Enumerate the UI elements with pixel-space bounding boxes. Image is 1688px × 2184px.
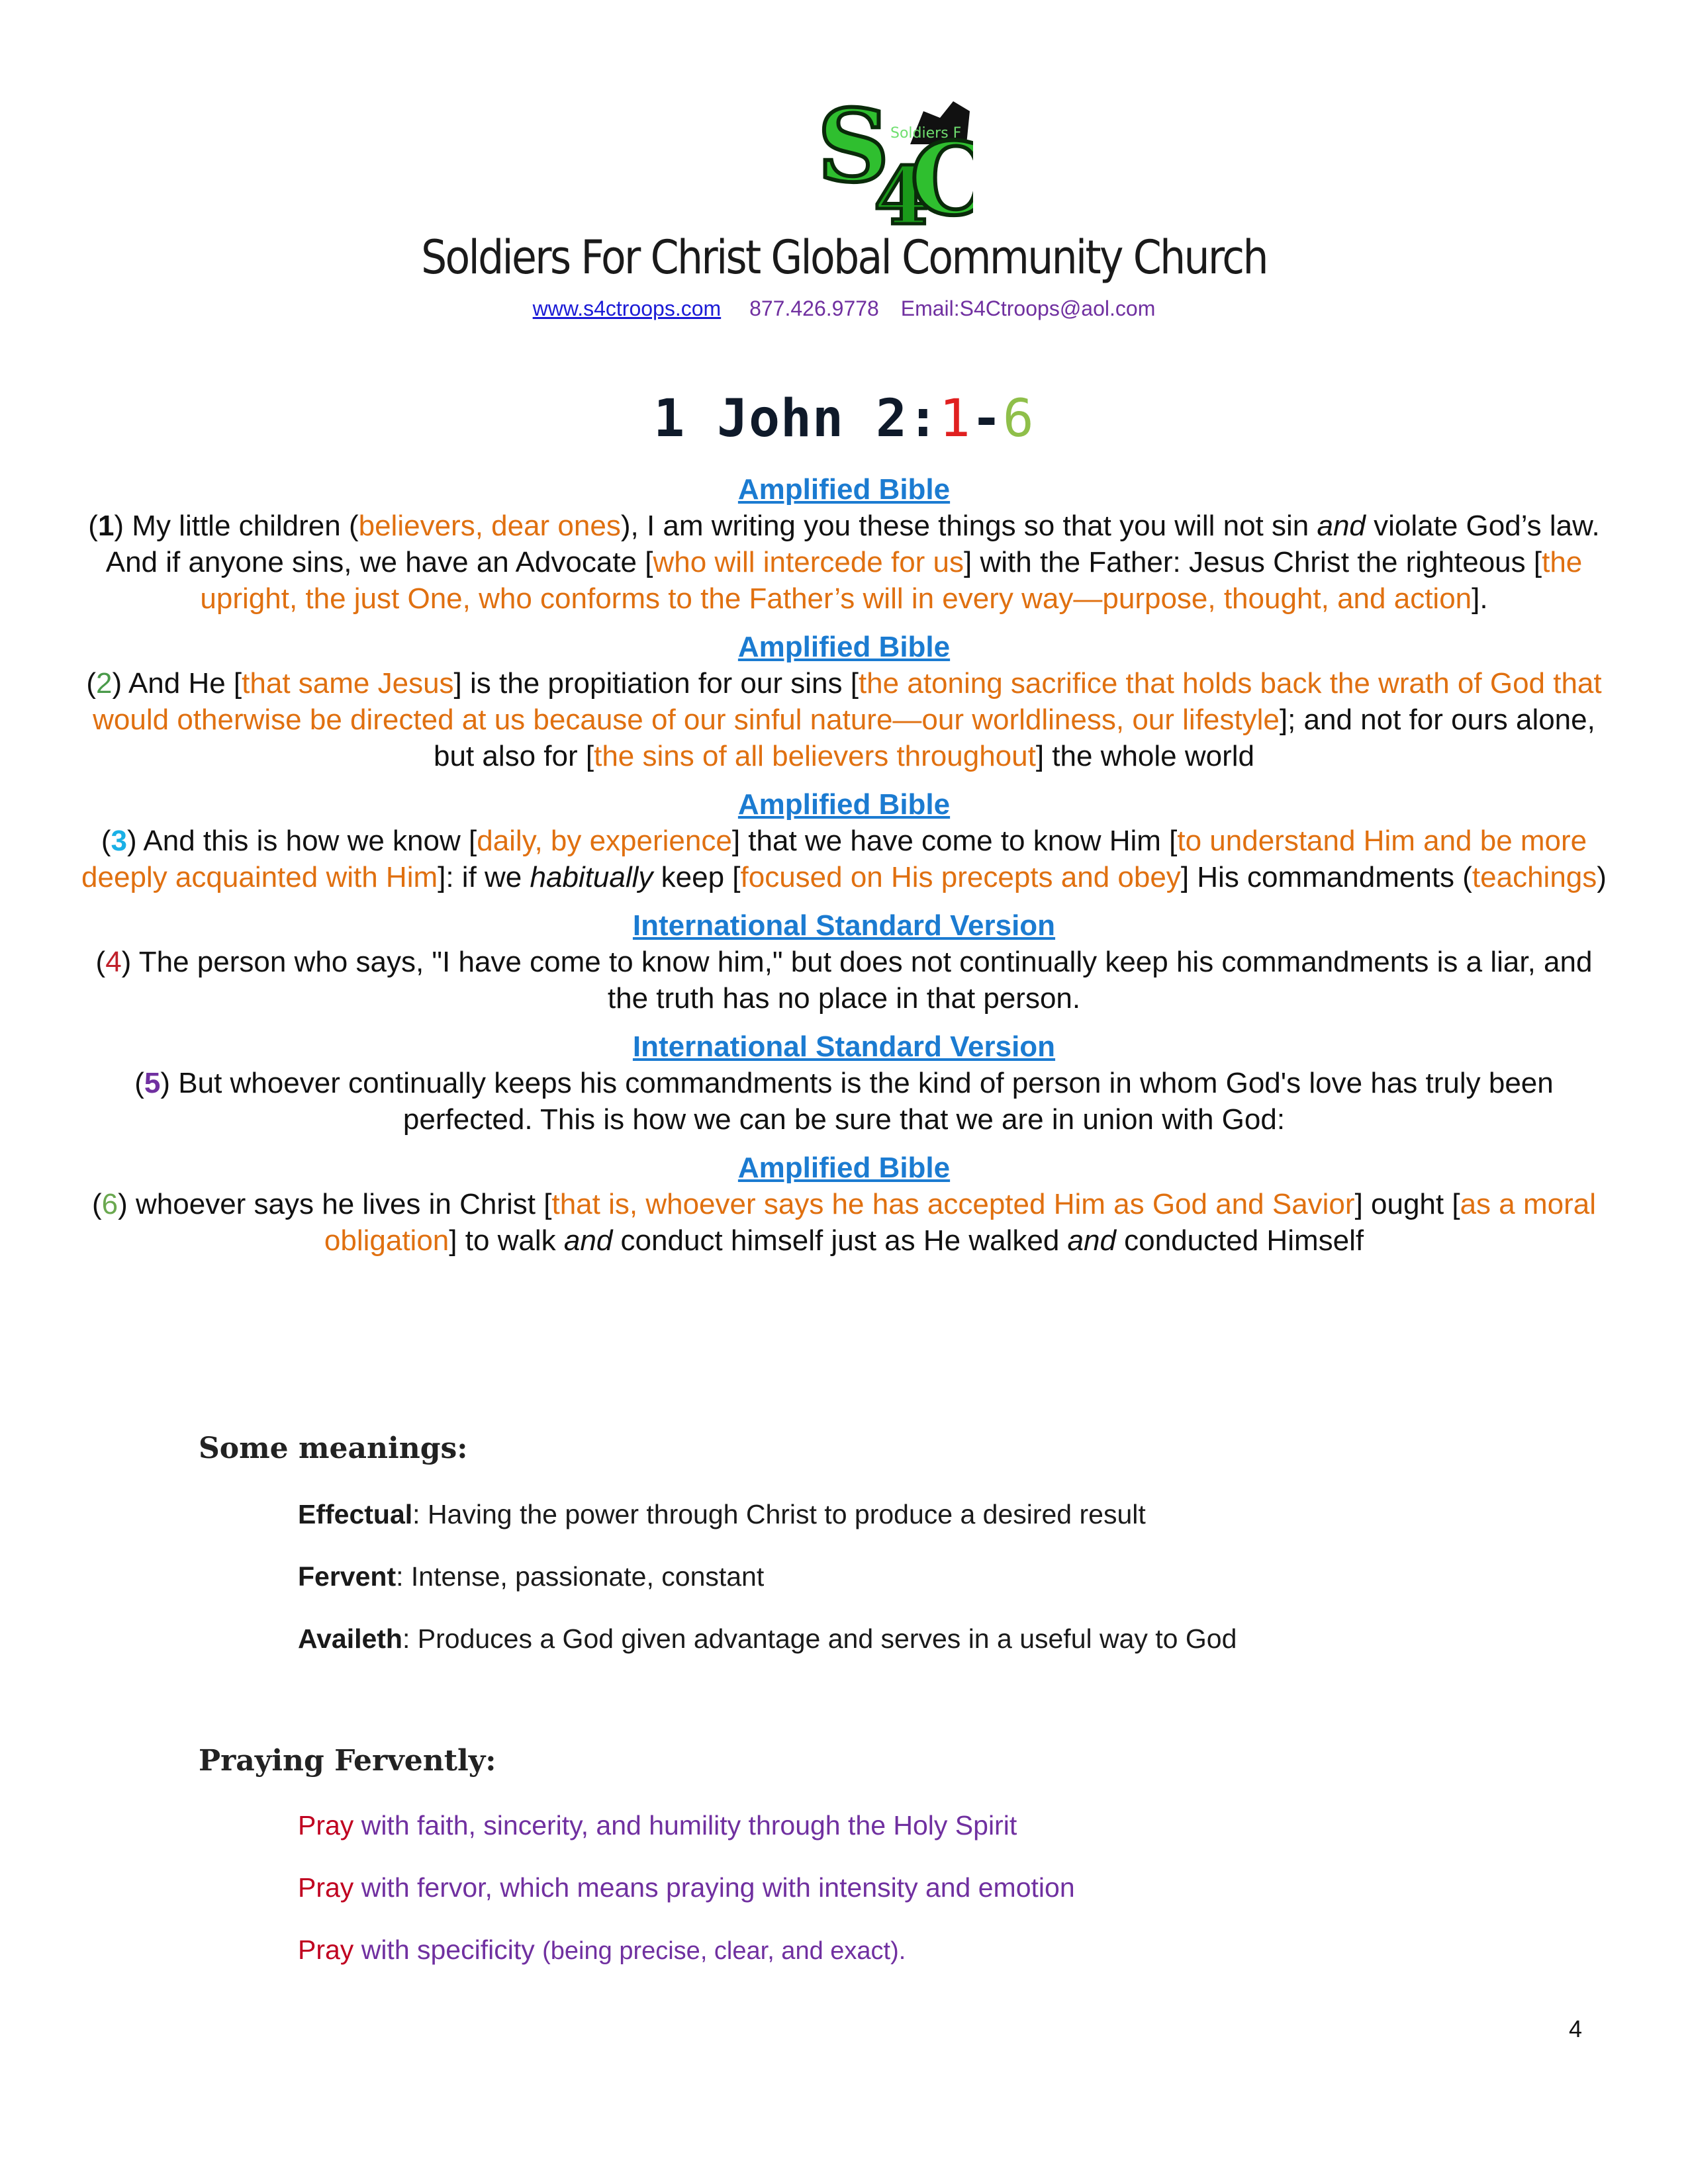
verse-segment: ) whoever says he lives in Christ [ xyxy=(118,1188,552,1220)
bible-version-link[interactable]: International Standard Version xyxy=(632,1030,1056,1063)
bible-version-link[interactable]: International Standard Version xyxy=(632,909,1056,942)
verse-segment: ] is the propitiation for our sins [ xyxy=(453,667,859,700)
passage-dash: - xyxy=(970,389,1003,449)
meaning-term: Fervent xyxy=(298,1561,397,1592)
verse-segment: ] with the Father: Jesus Christ the righteous [ xyxy=(964,546,1542,578)
s4c-logo-icon xyxy=(811,98,973,230)
verse-segment: ) My little children ( xyxy=(114,510,359,542)
amplification-text: the sins of all believers throughout xyxy=(594,740,1036,772)
amplification-text: the upright, the just One, who conforms to the Father’s will in every way—purpose, thought, and action xyxy=(200,546,1583,615)
verse-number: 6 xyxy=(101,1188,118,1220)
passage-book: 1 John 2: xyxy=(653,389,939,449)
verse-segment: ] His commandments ( xyxy=(1180,861,1472,893)
verse-block xyxy=(73,907,1615,1017)
passage-title xyxy=(0,389,1688,449)
verses-list xyxy=(73,471,1615,1271)
amplification-text: as a moral obligation xyxy=(324,1188,1596,1257)
verse-segment: ( xyxy=(88,510,98,542)
verse-number: 4 xyxy=(105,946,122,978)
verse-segment: ( xyxy=(92,1188,102,1220)
bible-version-link[interactable]: Amplified Bible xyxy=(737,788,951,821)
pray-text: with faith, sincerity, and humility through the Holy Spirit xyxy=(353,1810,1017,1841)
verse-number: 1 xyxy=(97,510,115,542)
verse-block xyxy=(73,471,1615,617)
verse-text xyxy=(92,1188,1596,1257)
verse-number: 3 xyxy=(111,825,127,857)
amplification-text: teachings xyxy=(1472,861,1597,893)
verse-segment: habitually xyxy=(530,861,653,893)
verse-segment: violate God’s law. And if anyone sins, we have an Advocate [ xyxy=(105,510,1600,578)
amplification-text: that same Jesus xyxy=(242,667,454,700)
verse-segment: ]. xyxy=(1472,582,1488,615)
verse-block xyxy=(73,629,1615,774)
verse-number: 5 xyxy=(144,1067,161,1099)
verse-segment: ( xyxy=(95,946,106,978)
verse-segment: ] the whole world xyxy=(1035,740,1255,772)
phone-number: 877.426.9778 xyxy=(749,296,879,320)
pray-text: with specificity xyxy=(353,1934,543,1965)
email-address: Email:S4Ctroops@aol.com xyxy=(900,296,1156,320)
verse-block xyxy=(73,1150,1615,1259)
bible-version-link[interactable]: Amplified Bible xyxy=(737,1152,951,1184)
pray-item xyxy=(298,1810,1017,1841)
pray-text: with fervor, which means praying with intensity and emotion xyxy=(353,1872,1075,1903)
verse-text xyxy=(81,825,1607,893)
amplification-text: believers, dear ones xyxy=(358,510,621,542)
meaning-definition: : Having the power through Christ to produce a desired result xyxy=(412,1499,1146,1529)
meaning-item xyxy=(298,1561,764,1592)
verse-segment: ] that we have come to know Him [ xyxy=(731,825,1178,857)
svg-text:4: 4 xyxy=(874,150,929,230)
pray-word: Pray xyxy=(298,1872,354,1903)
verse-segment: ] ought [ xyxy=(1354,1188,1460,1220)
verse-segment: ]: if we xyxy=(438,861,530,893)
verse-segment: and xyxy=(1067,1224,1116,1257)
verse-text xyxy=(96,946,1593,1015)
passage-start: 1 xyxy=(939,389,971,449)
website-link[interactable]: www.s4ctroops.com xyxy=(532,296,722,320)
pray-word: Pray xyxy=(298,1810,354,1841)
church-logo xyxy=(811,98,973,230)
verse-segment: ( xyxy=(134,1067,144,1099)
svg-text:C: C xyxy=(910,121,973,230)
amplification-text: to understand Him and be more deeply acquainted with Him xyxy=(81,825,1587,893)
verse-segment: ]; and not for ours alone, but also for [ xyxy=(433,704,1595,772)
verse-segment: and xyxy=(1317,510,1366,542)
pray-item xyxy=(298,1872,1075,1903)
verse-segment: ( xyxy=(86,667,97,700)
meaning-term: Effectual xyxy=(298,1499,413,1529)
amplification-text: that is, whoever says he has accepted Him as God and Savior xyxy=(551,1188,1355,1220)
verse-segment: ) The person who says, "I have come to know him," but does not continually keep his commandments is a liar, and the truth has no place in that person. xyxy=(121,946,1593,1015)
verse-block xyxy=(73,786,1615,895)
pray-text-small: (being precise, clear, and exact). xyxy=(542,1937,906,1965)
verse-segment: ) And this is how we know [ xyxy=(126,825,477,857)
verse-segment: ] to walk xyxy=(449,1224,564,1257)
contact-line xyxy=(0,296,1688,321)
church-name: Soldiers For Christ Global Community Church xyxy=(421,230,1267,285)
amplification-text: the atoning sacrifice that holds back the wrath of God that would otherwise be directed at us because of our sinful nature—our worldliness, our lifestyle xyxy=(93,667,1602,736)
meaning-definition: : Intense, passionate, constant xyxy=(396,1561,765,1592)
verse-text xyxy=(134,1067,1554,1136)
verse-segment: ) And He [ xyxy=(112,667,242,700)
bible-version-link[interactable]: Amplified Bible xyxy=(737,631,951,663)
verse-segment: and xyxy=(563,1224,613,1257)
meaning-item xyxy=(298,1499,1146,1530)
verse-number: 2 xyxy=(96,667,113,700)
meaning-item xyxy=(298,1623,1237,1655)
passage-end: 6 xyxy=(1002,389,1035,449)
verse-segment: conducted Himself xyxy=(1115,1224,1364,1257)
amplification-text: focused on His precepts and obey xyxy=(740,861,1181,893)
verse-segment: ( xyxy=(101,825,111,857)
svg-text:Soldiers F: Soldiers F xyxy=(890,125,962,142)
pray-item xyxy=(298,1934,906,1966)
meaning-definition: : Produces a God given advantage and serves in a useful way to God xyxy=(402,1623,1237,1654)
amplification-text: daily, by experience xyxy=(477,825,732,857)
praying-title: Praying Fervently: xyxy=(199,1744,496,1778)
pray-word: Pray xyxy=(298,1934,354,1965)
verse-text xyxy=(86,667,1601,772)
verse-block xyxy=(73,1028,1615,1138)
page-number: 4 xyxy=(1569,2015,1583,2042)
verse-segment: ) xyxy=(1597,861,1607,893)
meanings-title: Some meanings: xyxy=(199,1432,468,1465)
verse-segment: keep [ xyxy=(653,861,741,893)
bible-version-link[interactable]: Amplified Bible xyxy=(737,473,951,506)
verse-segment: ), I am writing you these things so that you will not sin xyxy=(620,510,1317,542)
verse-text xyxy=(88,510,1599,615)
svg-text:S: S xyxy=(818,98,890,205)
verse-segment: ) But whoever continually keeps his commandments is the kind of person in whom God's love has truly been perfected. This is how we can be sure that we are in union with God: xyxy=(160,1067,1554,1136)
amplification-text: who will intercede for us xyxy=(653,546,964,578)
verse-segment: conduct himself just as He walked xyxy=(612,1224,1068,1257)
meaning-term: Availeth xyxy=(298,1623,402,1654)
